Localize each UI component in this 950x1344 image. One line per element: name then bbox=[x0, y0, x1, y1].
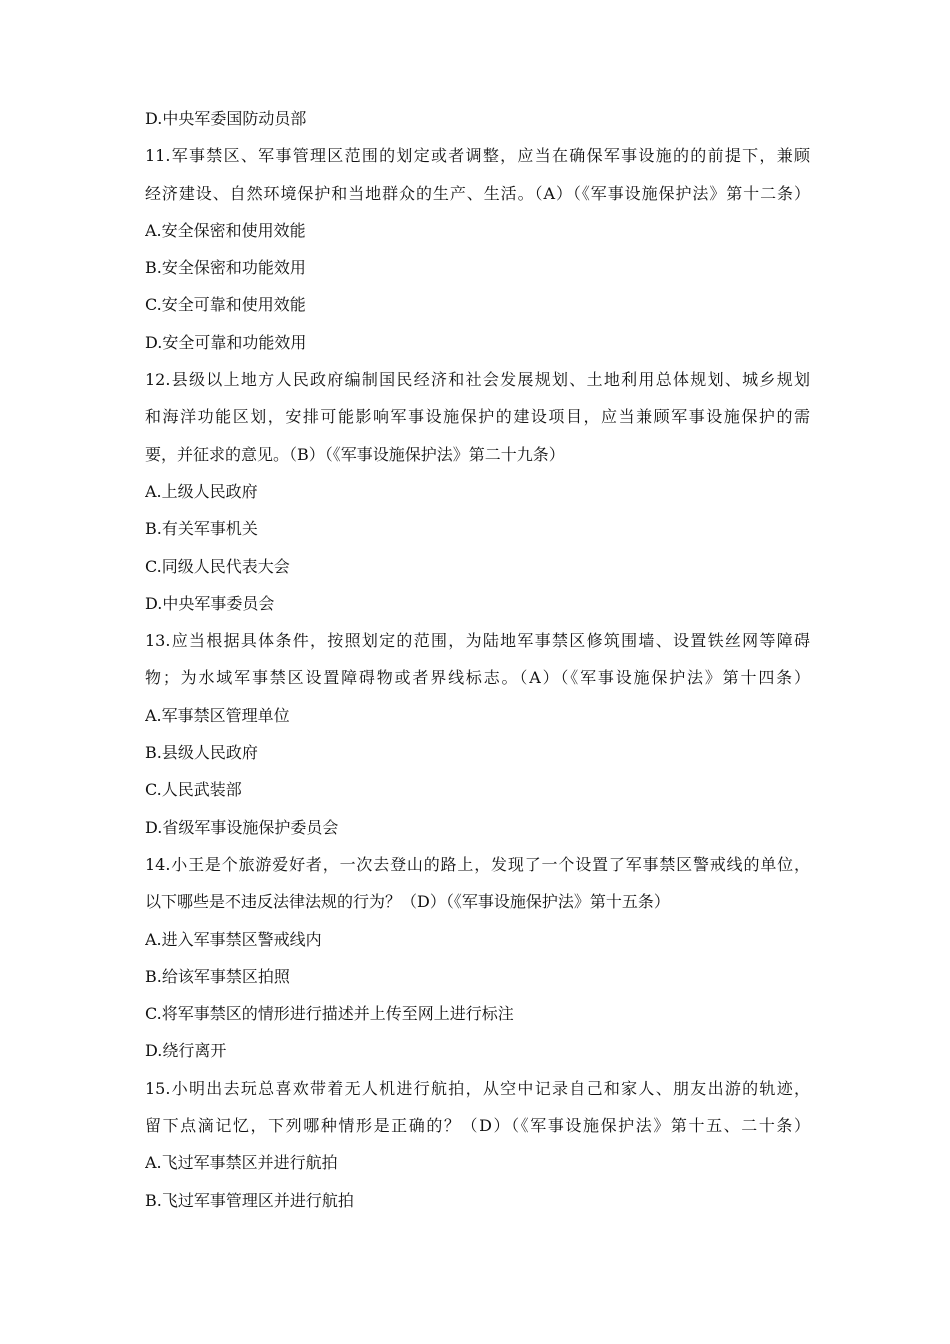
text-line: B.有关军事机关 bbox=[145, 519, 258, 539]
text-line: 11.军事禁区、军事管理区范围的划定或者调整，应当在确保军事设施的的前提下，兼顾 bbox=[145, 146, 810, 166]
text-line: D.中央军委国防动员部 bbox=[145, 109, 307, 128]
text-line: 和海洋功能区划，安排可能影响军事设施保护的建设项目，应当兼顾军事设施保护的需 bbox=[145, 407, 810, 427]
text-line: C.安全可靠和使用效能 bbox=[145, 295, 306, 315]
text-line: D.省级军事设施保护委员会 bbox=[145, 817, 339, 837]
text-line: D.绕行离开 bbox=[145, 1041, 227, 1061]
text-line: A.上级人民政府 bbox=[145, 481, 258, 501]
document-body bbox=[145, 100, 810, 1219]
text-line: A.进入军事禁区警戒线内 bbox=[145, 929, 322, 949]
text-line: B.给该军事禁区拍照 bbox=[145, 966, 290, 986]
text-line: C.同级人民代表大会 bbox=[145, 556, 290, 576]
text-line: 要，并征求的意见。（B）（《军事设施保护法》第二十九条） bbox=[145, 444, 565, 464]
text-line: B.县级人民政府 bbox=[145, 743, 258, 763]
text-line: D.安全可靠和功能效用 bbox=[145, 332, 307, 352]
text-line: C.人民武装部 bbox=[145, 780, 242, 800]
text-line: C.将军事禁区的情形进行描述并上传至网上进行标注 bbox=[145, 1004, 514, 1024]
text-line: 15.小明出去玩总喜欢带着无人机进行航拍，从空中记录自己和家人、朋友出游的轨迹， bbox=[145, 1078, 810, 1098]
text-line: 以下哪些是不违反法律法规的行为？（D）（《军事设施保护法》第十五条） bbox=[145, 892, 670, 912]
text-line: 12.县级以上地方人民政府编制国民经济和社会发展规划、土地利用总体规划、城乡规划 bbox=[145, 370, 810, 390]
text-line: 14.小王是个旅游爱好者，一次去登山的路上，发现了一个设置了军事禁区警戒线的单位， bbox=[145, 854, 810, 874]
text-line: A.安全保密和使用效能 bbox=[145, 220, 306, 240]
text-line: 物；为水域军事禁区设置障碍物或者界线标志。（A）（《军事设施保护法》第十四条） bbox=[145, 668, 810, 688]
text-line: 13.应当根据具体条件，按照划定的范围，为陆地军事禁区修筑围墙、设置铁丝网等障碍 bbox=[145, 631, 810, 651]
text-line: A.飞过军事禁区并进行航拍 bbox=[145, 1153, 338, 1173]
text-line: B.安全保密和功能效用 bbox=[145, 258, 306, 278]
text-line: A.军事禁区管理单位 bbox=[145, 705, 290, 725]
text-line: 经济建设、自然环境保护和当地群众的生产、生活。（A）（《军事设施保护法》第十二条） bbox=[145, 183, 810, 203]
text-line: B.飞过军事管理区并进行航拍 bbox=[145, 1190, 354, 1210]
text-line: D.中央军事委员会 bbox=[145, 593, 275, 613]
text-line: 留下点滴记忆，下列哪种情形是正确的？（D）（《军事设施保护法》第十五、二十条） bbox=[145, 1116, 810, 1136]
